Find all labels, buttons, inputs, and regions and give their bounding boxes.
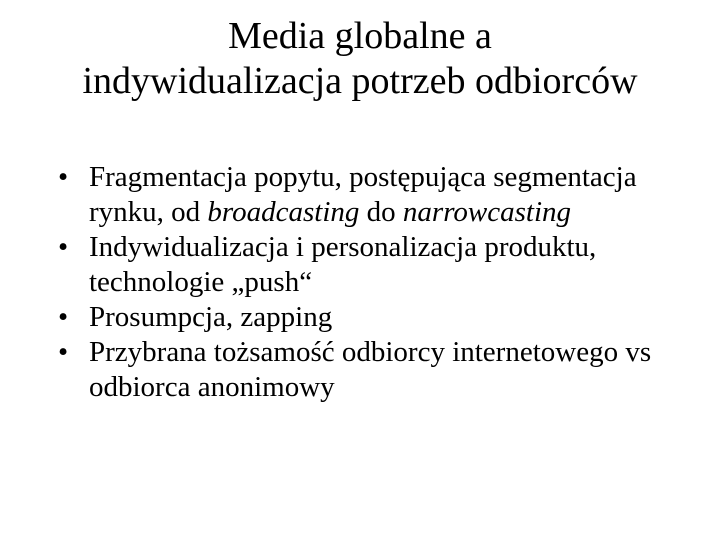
bullet-text: Fragmentacja popytu, postępująca segmentacja rynku, od bbox=[89, 161, 637, 228]
bullet-mark: • bbox=[58, 161, 69, 193]
slide-title-line-2: indywidualizacja potrzeb odbiorców bbox=[82, 60, 638, 102]
bullet-mark: • bbox=[58, 336, 69, 368]
bullet-mark: • bbox=[58, 301, 69, 333]
bullet-text: Indywidualizacja i personalizacja produktu, technologie „push“ bbox=[89, 231, 597, 298]
bullet-item bbox=[0, 335, 720, 405]
bullet-text: do bbox=[359, 196, 403, 228]
bullet-mark: • bbox=[58, 231, 69, 263]
bullet-list bbox=[0, 160, 720, 405]
bullet-text-italic: narrowcasting bbox=[402, 196, 572, 228]
bullet-text: Prosumpcja, zapping bbox=[89, 301, 333, 333]
bullet-text: Przybrana tożsamość odbiorcy internetowego vs odbiorca anonimowy bbox=[89, 336, 652, 403]
bullet-item bbox=[0, 300, 720, 335]
slide-title bbox=[0, 14, 720, 104]
bullet-item bbox=[0, 230, 720, 300]
slide-title-line-1: Media globalne a bbox=[228, 15, 492, 57]
bullet-item bbox=[0, 160, 720, 230]
bullet-text-italic: broadcasting bbox=[207, 196, 360, 228]
